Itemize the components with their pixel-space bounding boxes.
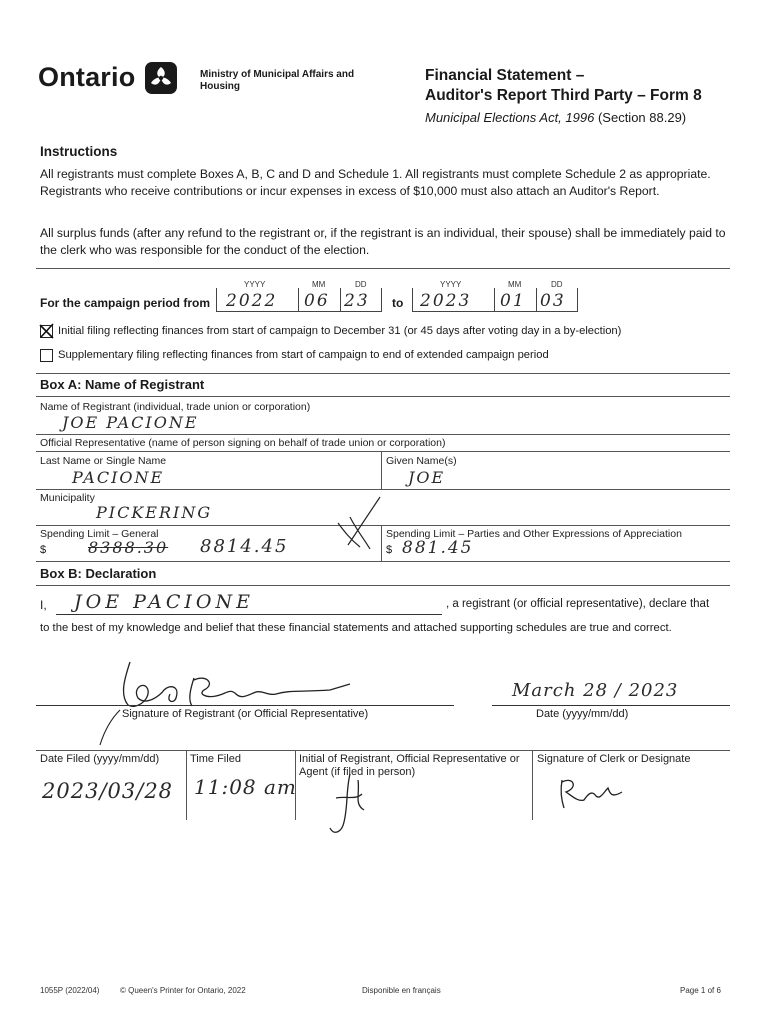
from-day-value: 23 — [344, 291, 370, 311]
period-label: For the campaign period from — [40, 296, 211, 310]
registrant-name-label: Name of Registrant (individual, trade union or corporation) — [40, 401, 311, 413]
date-filed-value: 2023/03/28 — [42, 779, 174, 803]
spending-parties-label: Spending Limit – Parties and Other Expressions of Appreciation — [386, 528, 682, 540]
last-name-value: PACIONE — [72, 468, 165, 487]
date-line — [492, 705, 730, 706]
box-a-title-rule — [36, 396, 730, 397]
from-month-value: 06 — [304, 291, 330, 311]
last-name-label: Last Name or Single Name — [40, 455, 167, 467]
instructions-paragraph-1: All registrants must complete Boxes A, B, C and D and Schedule 1. All registrants must complete Schedule 2 as appropriate. Registrants who receive contributions or incur expenses in excess of $10,000 must also attach an Auditor's Report. — [40, 167, 711, 198]
box-b-title: Box B: Declaration — [40, 566, 157, 581]
signature-label: Signature of Registrant (or Official Representative) — [122, 708, 369, 720]
given-name-value: JOE — [408, 468, 446, 487]
spending-general-label: Spending Limit – General — [40, 528, 159, 540]
rule — [36, 561, 730, 562]
check-mark-icon — [39, 323, 55, 339]
declaration-prefix: I, — [40, 598, 47, 612]
registrant-signature-icon — [90, 650, 390, 745]
instructions-paragraph-2: All surplus funds (after any refund to the registrant or, if the registrant is an individual, their spouse) shall be immediately paid to the clerk who was responsible for the conduct of the election. — [40, 226, 726, 257]
period-to-label: to — [392, 296, 404, 310]
spending-general-currency: $ — [40, 544, 47, 556]
from-year-value: 2022 — [226, 291, 278, 311]
date-label: Date (yyyy/mm/dd) — [536, 708, 629, 720]
agent-initial-icon — [320, 770, 380, 840]
declaration-statement: to the best of my knowledge and belief that these financial statements and attached supporting schedules are true and correct. — [40, 622, 672, 634]
municipality-label: Municipality — [40, 492, 95, 504]
to-day-value: 03 — [540, 291, 566, 311]
rule — [381, 451, 382, 489]
registrant-name-value: JOE PACIONE — [62, 413, 199, 432]
initial-filing-checkbox[interactable] — [40, 325, 53, 338]
official-rep-label: Official Representative (name of person signing on behalf of trade union or corporation) — [40, 437, 446, 449]
initial-registrant-label: Initial of Registrant, Official Representative or Agent (if filed in person) — [299, 753, 520, 778]
to-day-caption: DD — [551, 280, 563, 289]
form-act — [425, 110, 686, 125]
rule — [532, 750, 533, 820]
to-year-value: 2023 — [420, 291, 472, 311]
clerk-signature-icon — [556, 772, 626, 812]
rule — [36, 489, 730, 490]
act-section: (Section 88.29) — [597, 110, 687, 125]
municipality-value: PICKERING — [96, 503, 213, 522]
clerk-signature-label: Signature of Clerk or Designate — [537, 753, 691, 765]
act-name: Municipal Elections Act, 1996 — [425, 110, 595, 125]
section-divider — [36, 268, 730, 269]
box-a-title: Box A: Name of Registrant — [40, 377, 205, 392]
to-month-value: 01 — [500, 291, 526, 311]
filing-table-top — [36, 750, 730, 751]
signature-line — [36, 705, 454, 706]
time-filed-label: Time Filed — [190, 753, 241, 765]
spending-general-struck-value: 8388.30 — [88, 538, 169, 557]
initial-filing-label: Initial filing reflecting finances from start of campaign to December 31 (or 45 days after voting day in a by-election) — [58, 325, 622, 337]
page-number: Page 1 of 6 — [680, 986, 721, 995]
spending-parties-value: 881.45 — [402, 538, 474, 558]
form-title-line2: Auditor's Report Third Party – Form 8 — [425, 87, 702, 104]
handwritten-initial-icon — [330, 495, 386, 555]
from-year-caption: YYYY — [244, 280, 266, 289]
ministry-name: Ministry of Municipal Affairs and Housing — [200, 69, 355, 92]
declarant-line — [56, 614, 442, 615]
form-title-line1: Financial Statement – — [425, 67, 585, 84]
french-availability: Disponible en français — [362, 986, 441, 995]
rule — [36, 434, 730, 435]
rule — [36, 451, 730, 452]
copyright: © Queen's Printer for Ontario, 2022 — [120, 986, 246, 995]
from-month-caption: MM — [312, 280, 326, 289]
instructions-heading: Instructions — [40, 144, 118, 159]
ontario-logo: Ontario — [38, 62, 136, 92]
to-month-caption: MM — [508, 280, 522, 289]
given-name-label: Given Name(s) — [386, 455, 457, 467]
time-filed-value: 11:08 am — [194, 775, 297, 799]
box-a-top-rule — [36, 373, 730, 374]
to-year-caption: YYYY — [440, 280, 462, 289]
trillium-icon — [145, 62, 177, 94]
spending-general-value: 8814.45 — [200, 536, 289, 557]
date-filed-label: Date Filed (yyyy/mm/dd) — [40, 753, 160, 765]
from-day-caption: DD — [355, 280, 367, 289]
form-code: 1055P (2022/04) — [40, 986, 100, 995]
box-b-title-rule — [36, 585, 730, 586]
form-title — [425, 66, 702, 106]
rule — [186, 750, 187, 820]
spending-parties-currency: $ — [386, 544, 393, 556]
declarant-value: JOE PACIONE — [74, 591, 254, 613]
declaration-suffix: , a registrant (or official representative), declare that — [446, 598, 710, 610]
supplementary-filing-label: Supplementary filing reflecting finances from start of campaign to end of extended campaign period — [58, 349, 549, 361]
supplementary-filing-checkbox[interactable] — [40, 349, 53, 362]
date-value: March 28 / 2023 — [512, 680, 679, 701]
